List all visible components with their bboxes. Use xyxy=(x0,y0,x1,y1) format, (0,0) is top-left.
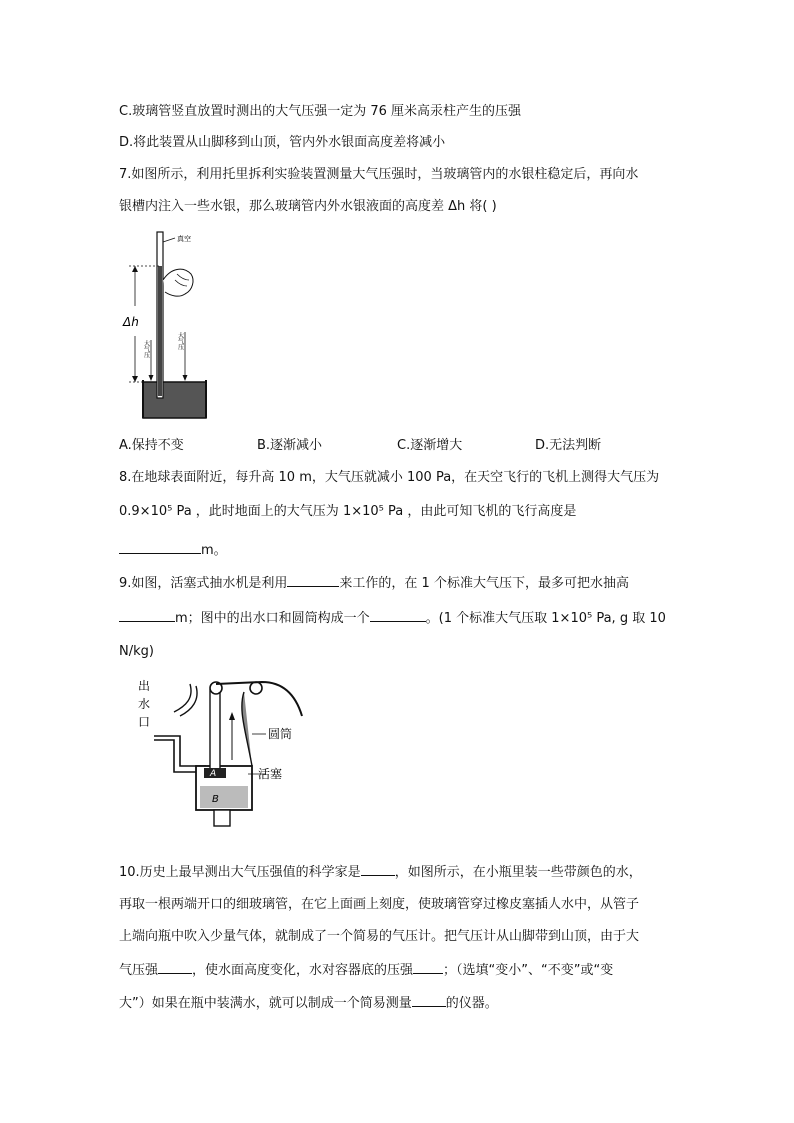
q10-text-4c: ；（选填“变小”、“不变”或“变 xyxy=(443,963,614,978)
q7-stem-line2: 银槽内注入一些水银，那么玻璃管内外水银液面的高度差 Δh 将( ) xyxy=(119,199,497,214)
q8-stem-line2: 0.9×10⁵ Pa ，此时地面上的大气压为 1×10⁵ Pa ，由此可知飞机的飞行高度是 xyxy=(119,504,577,519)
q6-option-d: D.将此装置从山脚移到山顶，管内外水银面高度差将减小 xyxy=(119,135,446,150)
pump-body xyxy=(242,692,252,766)
q8-stem-line1: 8.在地球表面附近，每升高 10 m，大气压就减小 100 Pa，在天空飞行的飞机上测得大气压为 xyxy=(119,470,660,485)
flow-arrowhead xyxy=(229,712,235,720)
piston-rod xyxy=(210,690,220,770)
q10-stem-line3: 上端向瓶中吹入少量气体，就制成了一个简易的气压计。把气压计从山脚带到山顶，由于大 xyxy=(119,929,640,944)
valve-b-label: B xyxy=(212,794,219,805)
q9-stem-line1 xyxy=(119,573,629,593)
q10-text-4a: 气压强 xyxy=(119,963,159,978)
q7-stem-line1: 7.如图所示，利用托里拆利实验装置测量大气压强时，当玻璃管内的水银柱稳定后，再向水 xyxy=(119,167,639,182)
q10-stem-line1 xyxy=(119,862,642,882)
outlet-label-3: 口 xyxy=(138,715,151,729)
mercury-trough xyxy=(143,382,206,418)
q9-text-1b: 来工作的，在 1 个标准大气压下，最多可把水抽高 xyxy=(339,576,629,591)
q10-stem-line4 xyxy=(119,960,613,980)
torricelli-diagram xyxy=(119,228,219,426)
q6-option-c: C.玻璃管竖直放置时测出的大气压强一定为 76 厘米高汞柱产生的压强 xyxy=(119,104,522,119)
outlet-spout xyxy=(174,684,191,712)
q9-blank-height[interactable] xyxy=(119,608,175,622)
vacuum-label: 真空 xyxy=(177,235,191,243)
torricelli-figure xyxy=(119,228,219,426)
pump-water xyxy=(200,786,248,808)
pressure-label-left: 大气压 xyxy=(142,340,150,358)
pressure-arrowhead-left xyxy=(149,375,154,381)
q7-option-a: A.保持不变 xyxy=(119,438,184,453)
q10-text-4b: ，使水面高度变化，水对容器底的压强 xyxy=(192,963,414,978)
pressure-arrowhead-right xyxy=(183,375,188,381)
q8-answer-line xyxy=(119,540,227,560)
q9-text-1a: 9.如图，活塞式抽水机是利用 xyxy=(119,576,288,591)
q8-unit: m。 xyxy=(201,543,227,558)
valve-a-label: A xyxy=(210,769,217,779)
q9-text-2a: m；图中的出水口和圆筒构成一个 xyxy=(175,611,370,626)
q9-stem-line2 xyxy=(119,608,666,628)
q7-option-b: B.逐渐减小 xyxy=(257,438,323,453)
vacuum-pointer xyxy=(163,238,175,242)
cylinder-label: 圆筒 xyxy=(268,727,293,741)
q9-blank-principle[interactable] xyxy=(287,573,339,587)
q10-text-1a: 10.历史上最早测出大气压强值的科学家是 xyxy=(119,865,361,880)
q10-stem-line2: 再取一根两端开口的细玻璃管，在它上面画上刻度，使玻璃管穿过橡皮塞插人水中，从管子 xyxy=(119,897,640,912)
pump-figure xyxy=(134,676,310,828)
outlet-label-2: 水 xyxy=(138,697,151,711)
q9-text-2b: 。(1 个标准大气压取 1×10⁵ Pa, g 取 10 xyxy=(425,611,666,626)
mercury-column xyxy=(158,266,162,396)
q10-stem-line5 xyxy=(119,993,498,1013)
q10-text-5a: 大”）如果在瓶中装满水，就可以制成一个简易测量 xyxy=(119,996,412,1011)
q10-blank-pressure-change[interactable] xyxy=(158,960,192,974)
inlet-pipe xyxy=(214,810,230,826)
q10-blank-bottom-pressure[interactable] xyxy=(413,960,443,974)
q10-blank-instrument[interactable] xyxy=(412,993,446,1007)
outlet-label-1: 出 xyxy=(138,679,151,693)
q10-text-5b: 的仪器。 xyxy=(445,996,498,1011)
piston-label: 活塞 xyxy=(258,767,283,781)
q10-blank-scientist[interactable] xyxy=(361,862,395,876)
q7-option-d: D.无法判断 xyxy=(535,438,602,453)
dh-label: Δh xyxy=(123,315,139,329)
q9-blank-device[interactable] xyxy=(370,608,426,622)
q10-text-1b: ，如图所示，在小瓶里装一些带颜色的水， xyxy=(394,865,642,880)
pressure-label-right: 大气压 xyxy=(176,332,184,350)
q7-option-c: C.逐渐增大 xyxy=(397,438,463,453)
q9-stem-line3: N/kg) xyxy=(119,644,154,659)
q8-answer-blank[interactable] xyxy=(119,540,201,554)
pivot-right xyxy=(250,682,262,694)
pump-diagram xyxy=(134,676,310,828)
